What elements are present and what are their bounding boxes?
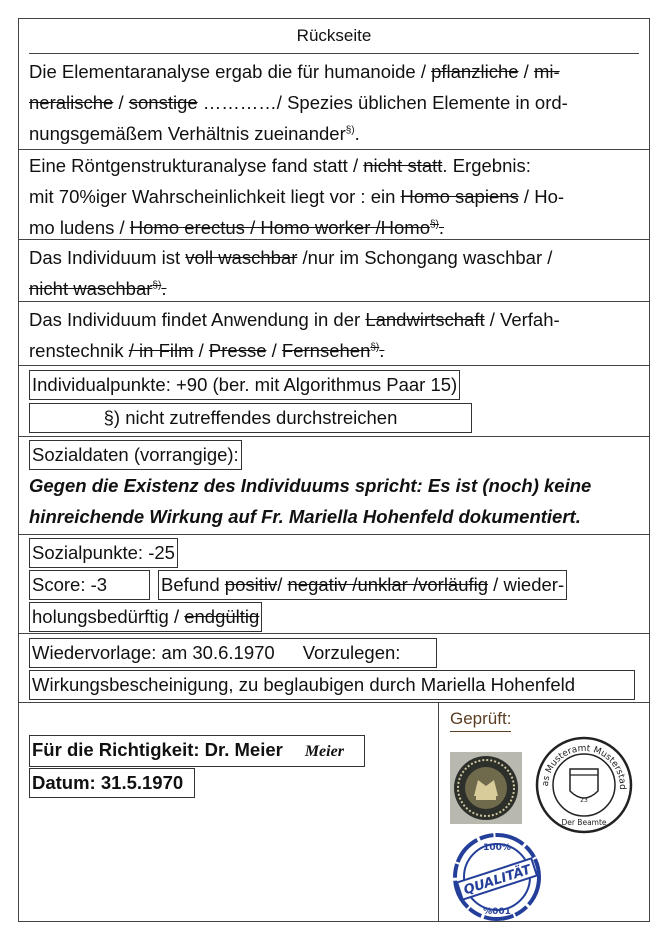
strikethrough-note: §) nicht zutreffendes durchstreichen (29, 403, 472, 433)
finding-line-1: Befund positiv/ negativ /unklar /vorläufig / wieder- (158, 570, 567, 600)
office-stamp (534, 735, 634, 835)
effect-certificate: Wirkungsbescheinigung, zu beglaubigen durch Mariella Hohenfeld (29, 670, 635, 700)
correctness-line: Für die Richtigkeit: Dr. Meier Meier (29, 735, 365, 767)
divider (19, 702, 649, 703)
svg-text:23: 23 (580, 797, 588, 804)
finding-line-2: holungsbedürftig / endgültig (29, 602, 262, 632)
seal-stamp (450, 752, 522, 824)
checked-label: Geprüft: (450, 707, 511, 732)
social-data-label: Sozialdaten (vorrangige): (29, 440, 242, 470)
social-points: Sozialpunkte: -25 (29, 538, 178, 568)
resubmission: Wiedervorlage: am 30.6.1970 Vorzulegen: (29, 638, 437, 668)
divider (19, 365, 649, 366)
application-section: Das Individuum findet Anwendung in der Landwirtschaft / Verfah- renstechnik / in Film / Presse / Fernsehen§). (29, 309, 560, 361)
quality-stamp (450, 832, 544, 922)
document-back-page (18, 18, 650, 922)
svg-text:%001: %001 (483, 907, 511, 917)
social-data-text: Gegen die Existenz des Individuums spricht: Es ist (noch) keine hinreichende Wirkung auf Fr. Mariella Hohenfeld dokumentiert. (29, 475, 592, 527)
divider (19, 633, 649, 634)
svg-text:100%: 100% (483, 843, 511, 853)
divider (19, 436, 649, 437)
svg-text:Der Beamte: Der Beamte (561, 818, 607, 827)
column-divider (438, 702, 439, 921)
date: Datum: 31.5.1970 (29, 768, 195, 798)
xray-analysis-section: Eine Röntgenstrukturanalyse fand statt / nicht statt. Ergebnis: mit 70%iger Wahrscheinlichkeit liegt vor : ein Homo sapiens / Ho- mo ludens / Homo erectus / Homo worker /Homo§). (29, 155, 565, 238)
svg-text:QUALITÄT: QUALITÄT (461, 862, 533, 899)
signature: Meier (304, 743, 344, 760)
divider (19, 301, 649, 302)
page-title: Rückseite (296, 26, 372, 45)
divider (29, 53, 639, 54)
divider (19, 534, 649, 535)
individual-points: Individualpunkte: +90 (ber. mit Algorithmus Paar 15) (29, 370, 460, 400)
score: Score: -3 (29, 570, 150, 600)
svg-text:Das Musteramt Musterstadt: as Musteramt Musterstad (540, 743, 628, 790)
divider (19, 239, 649, 240)
element-analysis-section: Die Elementaranalyse ergab die für humanoide / pflanzliche / mi- neralische / sonstige …………/ Spezies üblichen Elemente in ord- nungsgemäßem Verhältnis zueinander§). (29, 61, 568, 144)
washability-section: Das Individuum ist voll waschbar /nur im Schongang waschbar / nicht waschbar§). (29, 247, 553, 299)
